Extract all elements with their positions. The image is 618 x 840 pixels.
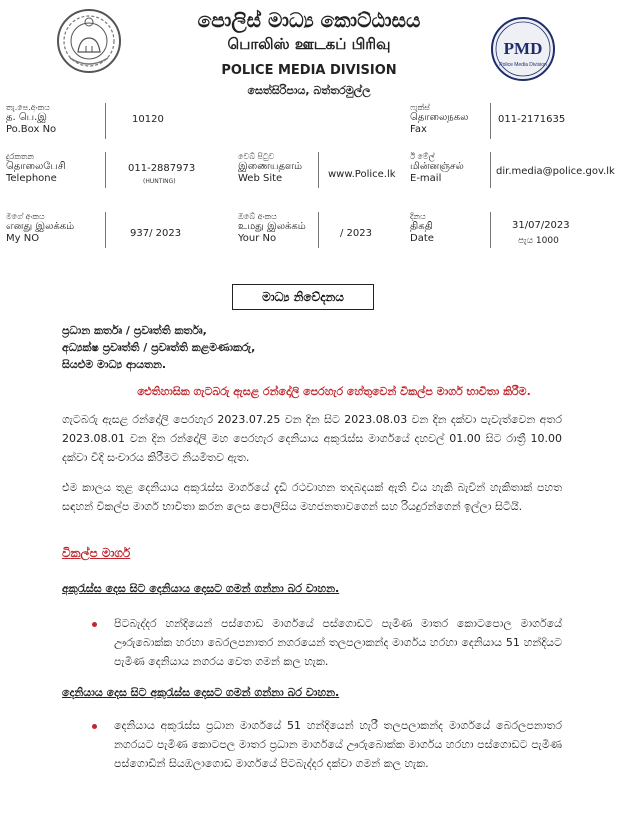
address: සෙත්සිරිපාය, බත්තරමුල්ල — [247, 84, 371, 97]
your-no-label: ඔබේ අංකය உமது இலக்கம் Your No — [238, 212, 306, 244]
website-value[interactable]: www.Police.lk — [328, 169, 396, 180]
pobox-value: 10120 — [132, 114, 164, 125]
route-2-heading: දෙනියාය දෙස සිට අකුරැස්ස දෙසට ගමන් ගන්නා බර වාහන. — [62, 686, 340, 699]
date-value: 31/07/2023 — [512, 220, 570, 231]
section-heading: විකල්ප මාර්ග — [62, 546, 131, 560]
fax-label: ෆැක්ස් தொலைநகல Fax — [410, 103, 469, 135]
date-label: දිනය திகதி Date — [410, 212, 434, 244]
fax-value: 011-2171635 — [498, 114, 566, 125]
your-no-value: / 2023 — [340, 228, 372, 239]
telephone-value: 011-2887973 — [128, 163, 196, 174]
email-label: ඊ මේල් மின்னஞ்சல் E-mail — [410, 152, 464, 184]
pmd-logo-subtext: Police Media Division — [499, 62, 547, 68]
addressee-1: ප්‍රධාන කර්තෘ / ප්‍රවෘත්ති කර්තෘ, — [62, 324, 207, 337]
document-title: මාධ්‍ය නිවේදනය — [232, 284, 374, 310]
telephone-note: (HUNTING) — [143, 178, 176, 185]
subject-line: ඓතිහාසික ගැටබරු ඇසළ රන්දෝලි පෙරහැර හේතුවෙන් විකල්ප මාර්ග භාවිතා කිරීම. — [137, 385, 531, 398]
my-no-value: 937/ 2023 — [130, 228, 182, 239]
bullet-icon — [92, 622, 97, 627]
telephone-label: දුරකතන தொலைபேசி Telephone — [6, 152, 66, 184]
route-1-text: පිටබැද්දර හන්දියෙන් පස්ගොඩ මාර්ගයේ පස්ගොඩට පැමිණ මාතර කොටපොල මාර්ගයේ ඌරුබොක්ක හරහා බෙරලපනාතර නගරයෙන් තලපලාකන්ද මාර්ගය හරහා දෙනියාය 51 හන්දියට පැමිණ දෙනියාය නගරය වෙත ගමන් කල හැක. — [114, 617, 562, 668]
title-sinhala: පොලිස් මාධ්‍ය කොට්ඨාසය — [197, 8, 421, 32]
title-english: POLICE MEDIA DIVISION — [221, 63, 397, 78]
email-value[interactable]: dir.media@police.gov.lk — [496, 166, 615, 177]
paragraph-1: ගැටබරු ඇසළ රන්දෝලි පෙරහැර 2023.07.25 වන දින සිට 2023.08.03 වන දින දක්වා පැවැත්වෙන අතර 2023.08.01 වන දින රන්දෝලි මහ පෙරහැර දෙනියාය අකුරැස්ස මාර්ගයේ දහවල් 01.00 සිට රාත්‍රී 10.00 දක්වා වීදි සංචාරය කිරීමට නියමිතව ඇත. — [62, 413, 562, 464]
addressee-3: සියළුම මාධ්‍ය ආයතන. — [62, 358, 167, 371]
route-2-text: දෙනියාය අකුරැස්ස ප්‍රධාන මාර්ගයේ 51 හන්දියෙන් හැරී තලපලාකන්ද මාර්ගයේ බෙරලපනාතර නගරයට පැමිණ කොටපල මාතර ප්‍රධාන මාර්ගයේ ඌරුබොක්ක මාර්ගය හරහා පස්ගොඩට පැමිණ පස්ගොඩින් සියඹලාගොඩ මාර්ගයේ පිටබැද්දර දක්වා ගමන් කල හැක. — [114, 719, 562, 770]
addressee-2: අධ්‍යක්ෂ ප්‍රවෘත්ති / ප්‍රවෘත්ති කළමණාකරු, — [62, 341, 256, 354]
my-no-label: මගේ අංකය எனது இலக்கம் My NO — [6, 212, 75, 244]
time-value: පැය 1000 — [518, 236, 559, 246]
pmd-logo-text: PMD — [503, 39, 543, 58]
pobox-label: තැ.පෙ.අංකය த. பெ.இ Po.Box No — [6, 103, 57, 135]
route-1-heading: අකුරැස්ස දෙස සිට දෙනියාය දෙසට ගමන් ගන්නා බර වාහන. — [62, 582, 340, 595]
title-tamil: பொலிஸ் ஊடகப் பிரிவு — [227, 35, 391, 53]
bullet-icon — [92, 724, 97, 729]
paragraph-2: එම කාලය තුළ දෙනියාය අකුරැස්ස මාර්ගයේ දැඩි රථවාහන තදබදයක් ඇති විය හැකි බැවින් හැකිතාක් පහත සඳහන් විකල්ප මාර්ග භාවිතා කරන ලෙස පොලිසිය මහජනතාවගෙන් සහ රියදුරන්ගෙන් ඉල්ලා සිටියි. — [62, 481, 562, 513]
website-label: වෙබ් පිටුව இணையதளம் Web Site — [238, 152, 303, 184]
